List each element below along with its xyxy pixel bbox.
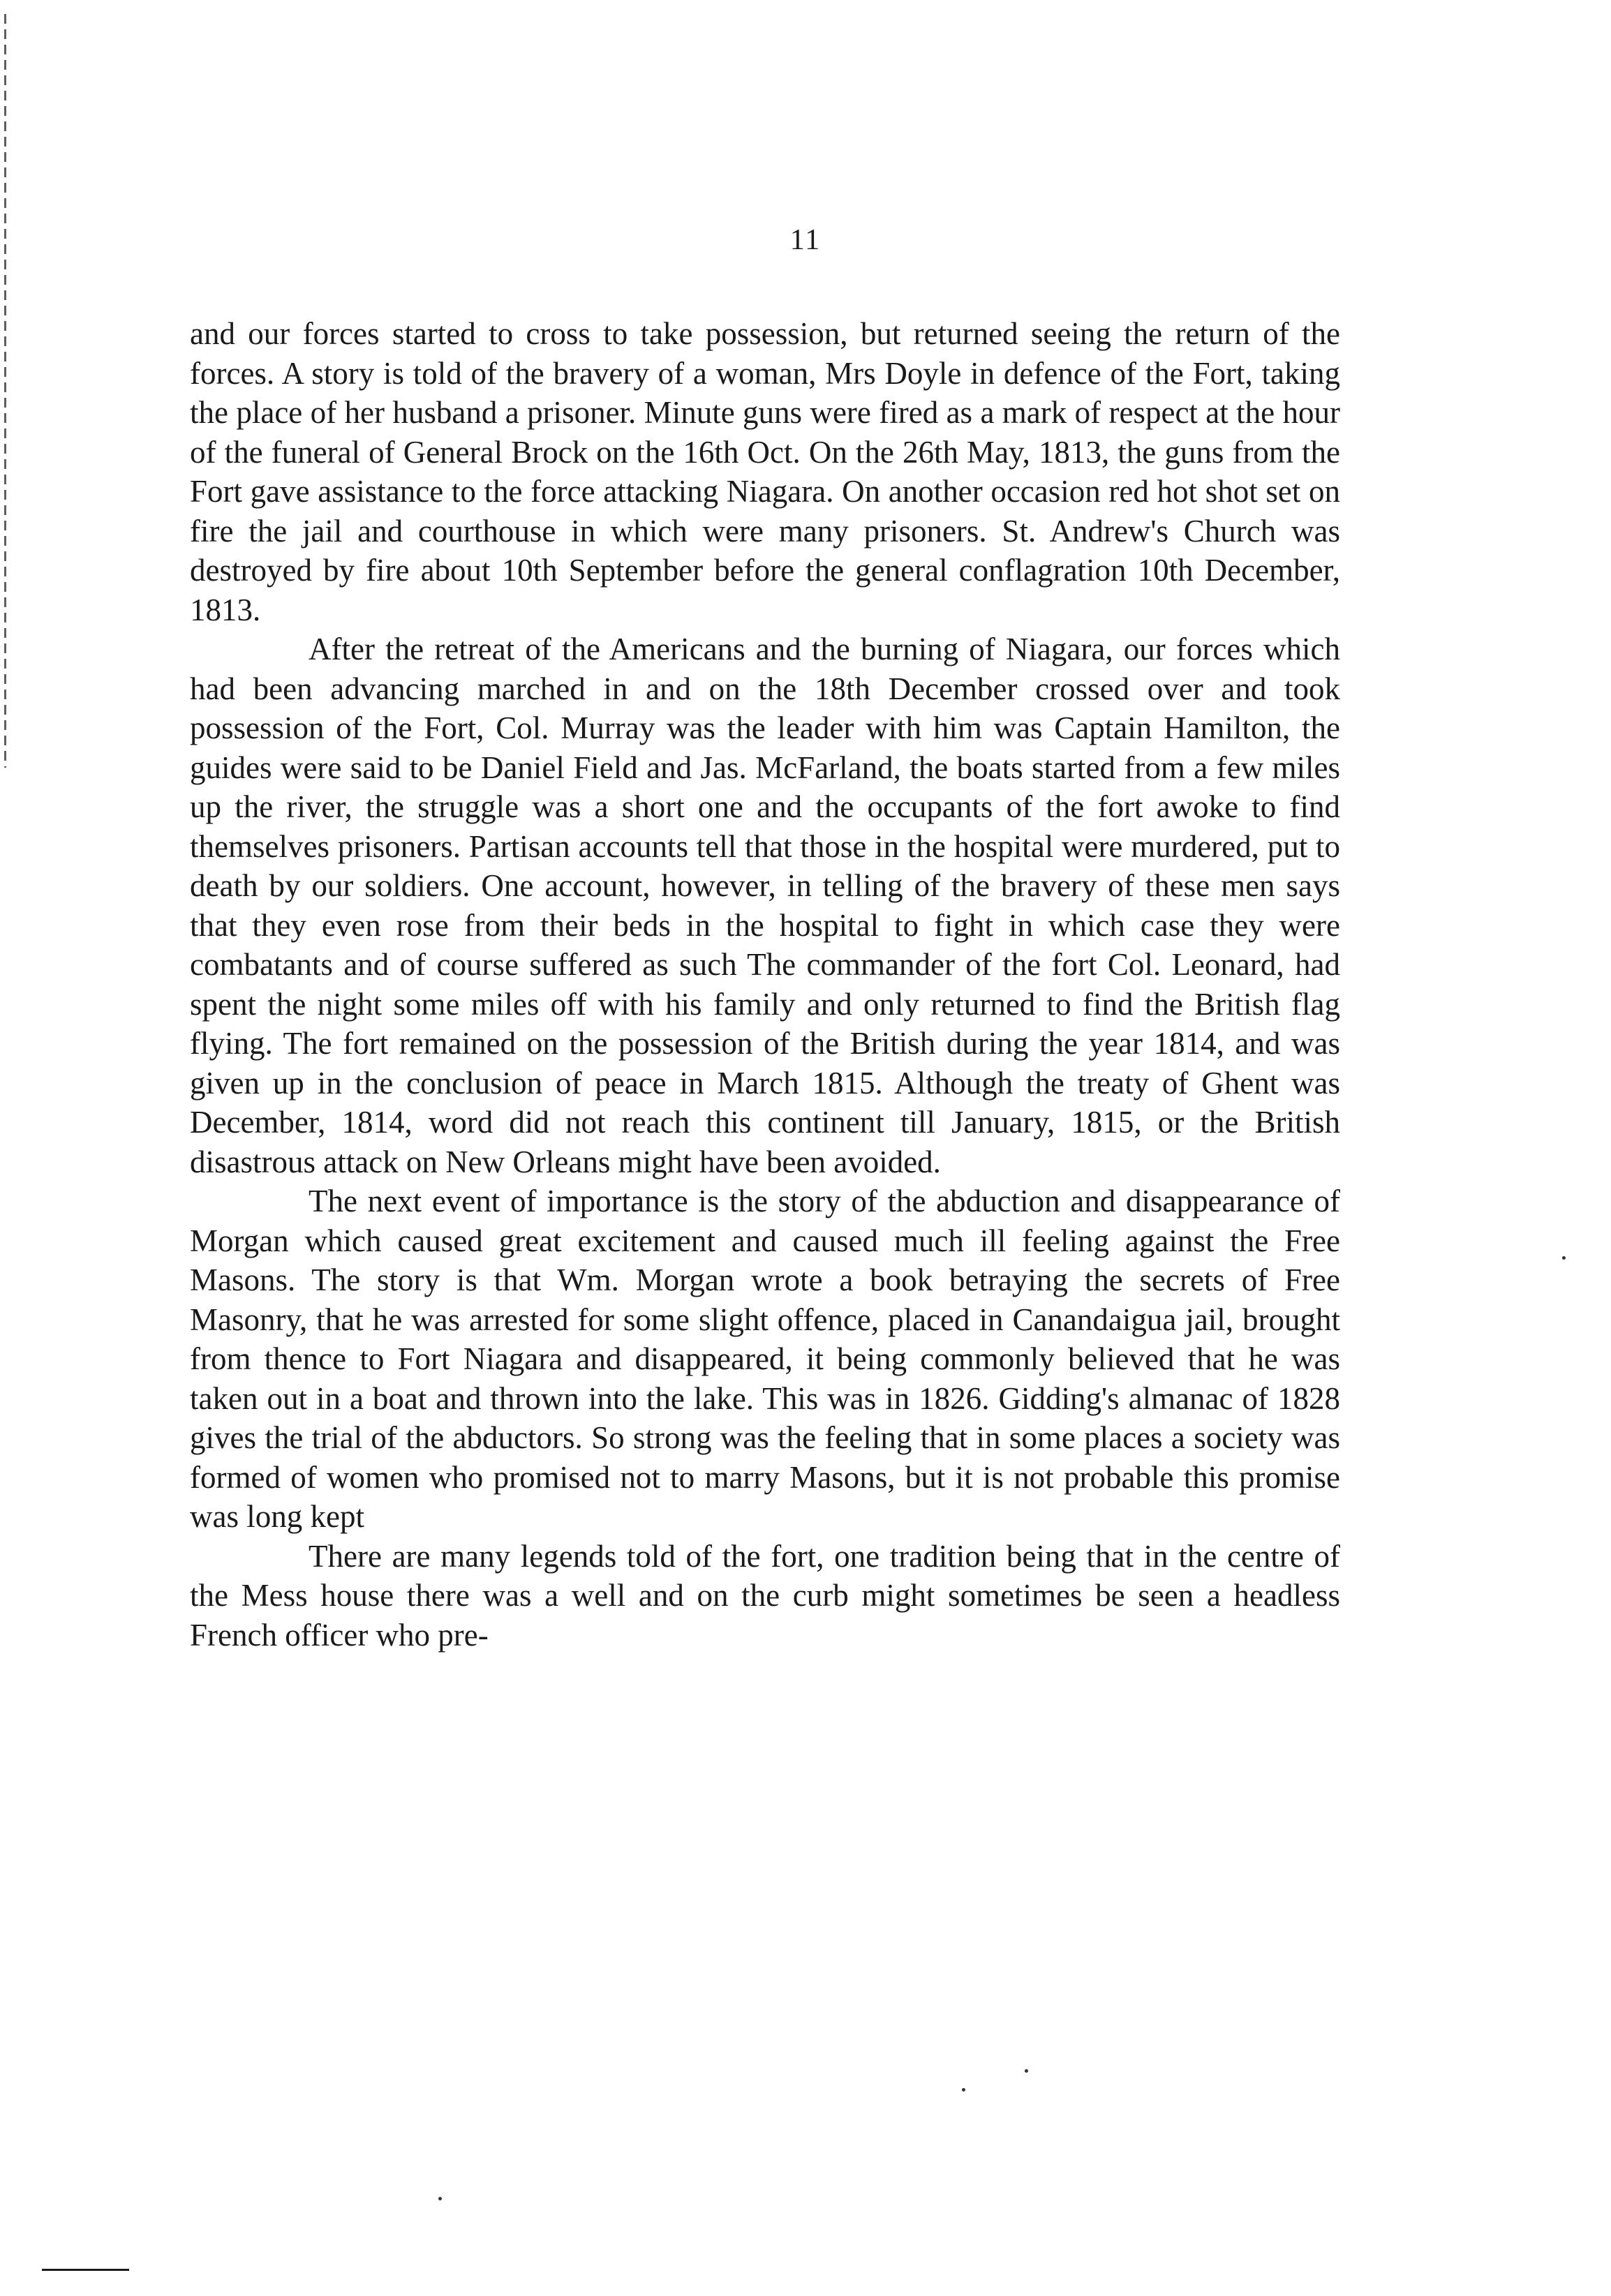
paragraph-4: There are many legends told of the fort, one tradition being that in the centre of the Mess house there was a well and on the curb might sometimes be seen a headless French officer who pre-: [190, 1538, 1340, 1653]
binding-edge-marks: [4, 14, 6, 768]
print-speck: [962, 2088, 965, 2092]
footer-rule: [42, 2269, 129, 2271]
paragraph-1: and our forces started to cross to take possession, but returned seeing the return of the forces. A story is told of the bravery of a woman, Mrs Doyle in defence of the Fort, taking the place of her husband a prisoner. Minute guns were fired as a mark of respect at the hour of the funeral of General Brock on the 16th Oct. On the 26th May, 1813, the guns from the Fort gave assistance to the force attacking Niagara. On another occasion red hot shot set on fire the jail and courthouse in which were many prisoners. St. Andrew's Church was destroyed by fire about 10th September before the general conflagration 10th December, 1813.: [190, 316, 1340, 627]
body-text: [190, 314, 1340, 1655]
print-speck: [1562, 1256, 1566, 1260]
paragraph-2: After the retreat of the Americans and the burning of Niagara, our forces which had been advancing marched in and on the 18th December crossed over and took possession of the Fort, Col. Murray was the leader with him was Captain Hamilton, the guides were said to be Daniel Field and Jas. McFarland, the boats started from a few miles up the river, the struggle was a short one and the occupants of the fort awoke to find themselves prisoners. Partisan accounts tell that those in the hospital were murdered, put to death by our soldiers. One account, however, in telling of the bravery of these men says that they even rose from their beds in the hospital to fight in which case they were combatants and of course suffered as such The commander of the fort Col. Leonard, had spent the night some miles off with his family and only returned to find the British flag flying. The fort remained on the possession of the British during the year 1814, and was given up in the conclusion of peace in March 1815. Although the treaty of Ghent was December, 1814, word did not reach this continent till January, 1815, or the British disastrous attack on New Orleans might have been avoided.: [190, 632, 1340, 1179]
page-number: 11: [789, 224, 822, 256]
print-speck: [1025, 2069, 1028, 2073]
print-speck: [438, 2197, 442, 2200]
paragraph-3: The next event of importance is the story of the abduction and disappearance of Morgan which caused great excitement and caused much ill feeling against the Free Masons. The story is that Wm. Morgan wrote a book betraying the secrets of Free Masonry, that he was arrested for some slight offence, placed in Canandaigua jail, brought from thence to Fort Niagara and disappeared, it being commonly believed that he was taken out in a boat and thrown into the lake. This was in 1826. Gidding's almanac of 1828 gives the trial of the abductors. So strong was the feeling that in some places a society was formed of women who promised not to marry Masons, but it is not probable this promise was long kept: [190, 1184, 1340, 1534]
